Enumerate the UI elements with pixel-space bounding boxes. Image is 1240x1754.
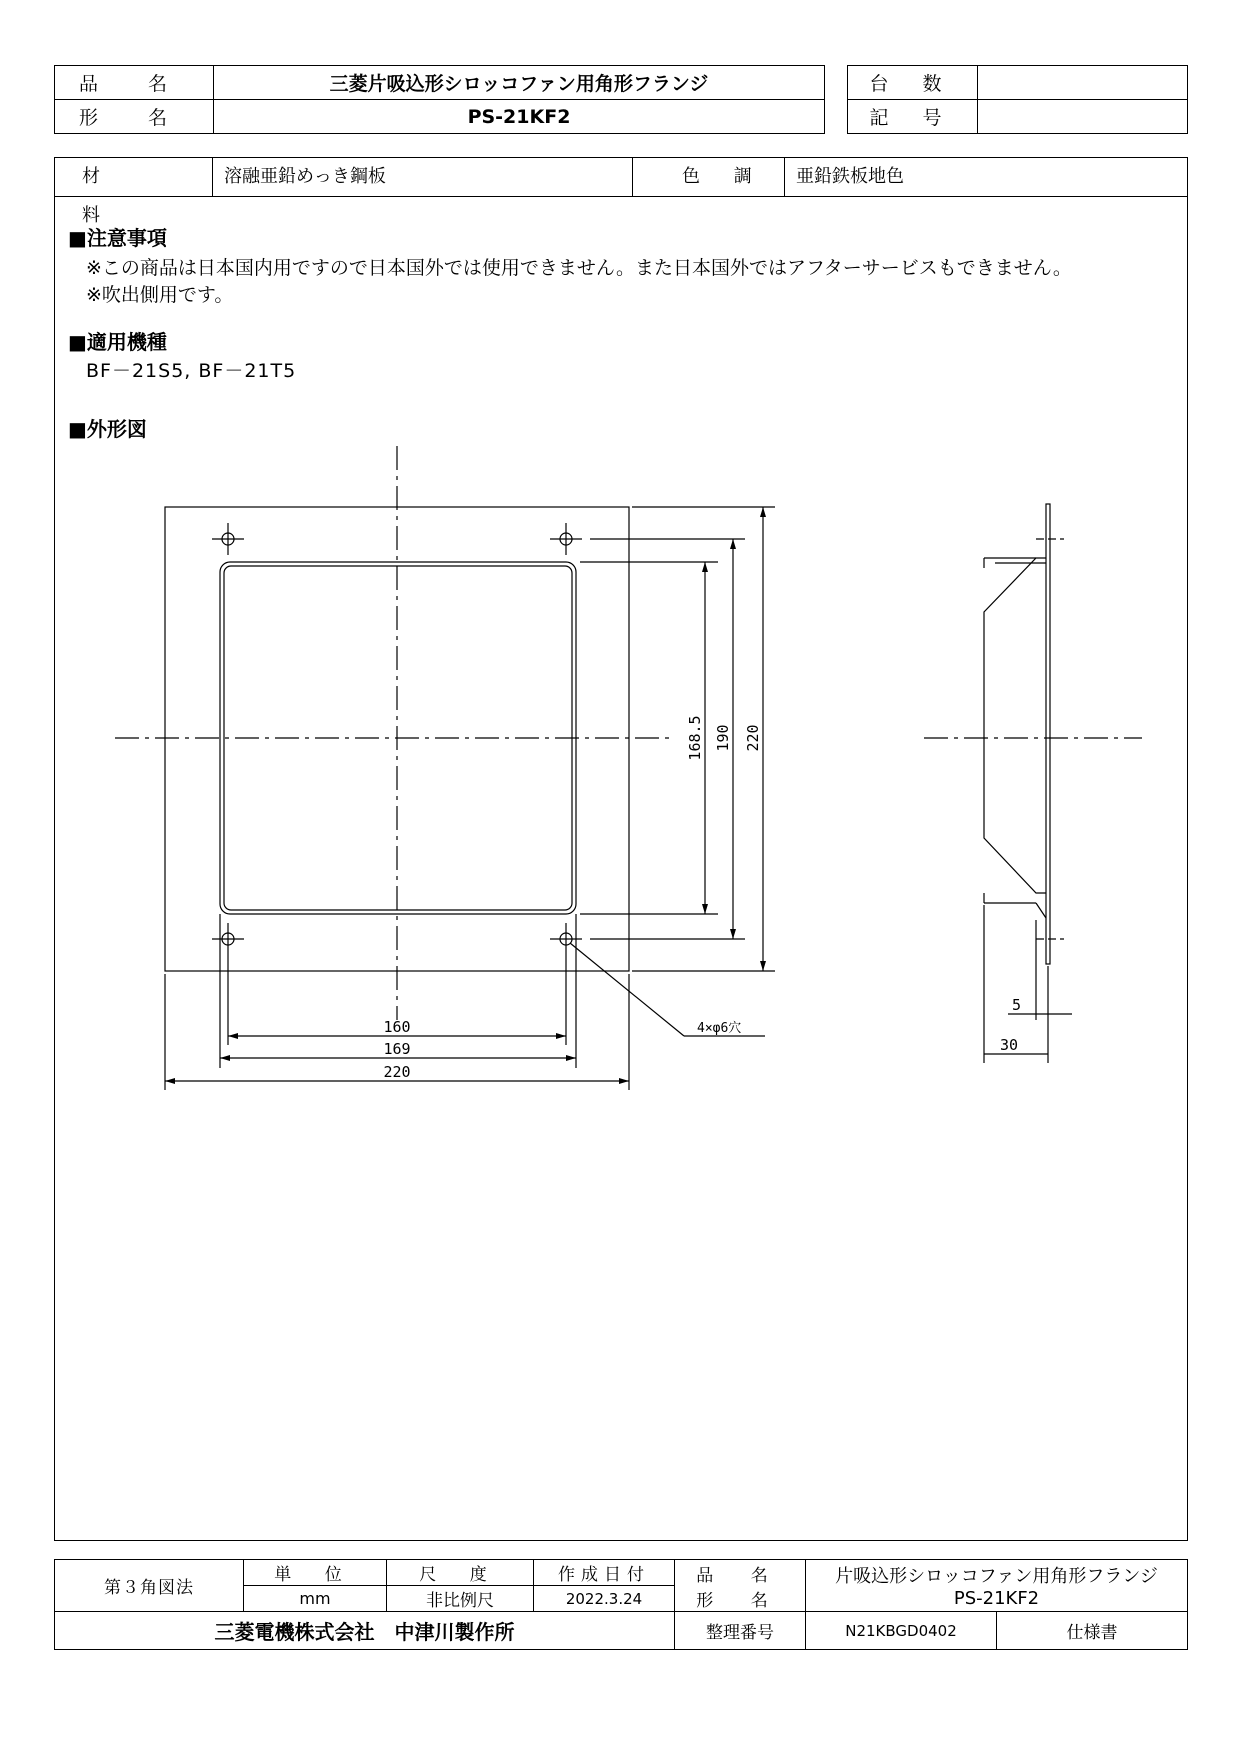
date-value: 2022.3.24 (534, 1586, 675, 1612)
product-name: 三菱片吸込形シロッコファン用角形フランジ (214, 66, 825, 100)
dim-220-width: 220 (383, 1063, 411, 1081)
applicable-heading: ■適用機種 (68, 330, 167, 354)
document-type: 仕様書 (997, 1612, 1188, 1650)
drawing-heading: ■外形図 (68, 417, 147, 441)
dim-30: 30 (1000, 1036, 1019, 1054)
date-label: 作成日付 (534, 1560, 675, 1586)
symbol-label: 記 号 (848, 100, 978, 134)
title-block (54, 1559, 1188, 1650)
scale-value: 非比例尺 (387, 1586, 534, 1612)
material-value: 溶融亜鉛めっき鋼板 (224, 166, 386, 187)
footer-model: PS-21KF2 (953, 1588, 1040, 1609)
notes-heading: ■注意事項 (68, 226, 167, 250)
color-label: 色 調 (682, 166, 766, 187)
model-label: 形 名 (55, 100, 214, 134)
dim-169: 169 (383, 1040, 411, 1058)
control-number: N21KBGD0402 (806, 1612, 997, 1650)
quantity-label: 台 数 (848, 66, 978, 100)
model-number: PS-21KF2 (214, 100, 825, 134)
company-name: 三菱電機株式会社 中津川製作所 (55, 1612, 675, 1650)
projection-method: 第３角図法 (55, 1560, 244, 1612)
hole-note: 4×φ6穴 (697, 1021, 742, 1036)
dim-168-5: 168.5 (686, 715, 704, 761)
material-label: 材 料 (82, 166, 136, 226)
dim-5: 5 (1012, 996, 1022, 1014)
footer-product-name: 片吸込形シロッコファン用角形フランジ (835, 1566, 1158, 1587)
footer-model-label: 形 名 (696, 1590, 784, 1611)
scale-label: 尺 度 (387, 1560, 534, 1586)
unit-label: 単 位 (244, 1560, 387, 1586)
dim-190: 190 (714, 724, 732, 752)
color-value: 亜鉛鉄板地色 (796, 166, 904, 187)
dim-220-height: 220 (744, 724, 762, 752)
applicable-models: BF－21S5, BF－21T5 (86, 360, 297, 382)
side-view (924, 504, 1142, 1063)
control-label: 整理番号 (675, 1612, 806, 1650)
product-name-label: 品 名 (55, 66, 214, 100)
footer-name-label: 品 名 (696, 1565, 784, 1586)
notes-line-2: ※吹出側用です。 (86, 284, 234, 306)
dim-160: 160 (383, 1018, 411, 1036)
unit-value: mm (244, 1586, 387, 1612)
notes-line-1: ※この商品は日本国内用ですので日本国外では使用できません。また日本国外ではアフターサービスもできません。 (86, 257, 1072, 279)
